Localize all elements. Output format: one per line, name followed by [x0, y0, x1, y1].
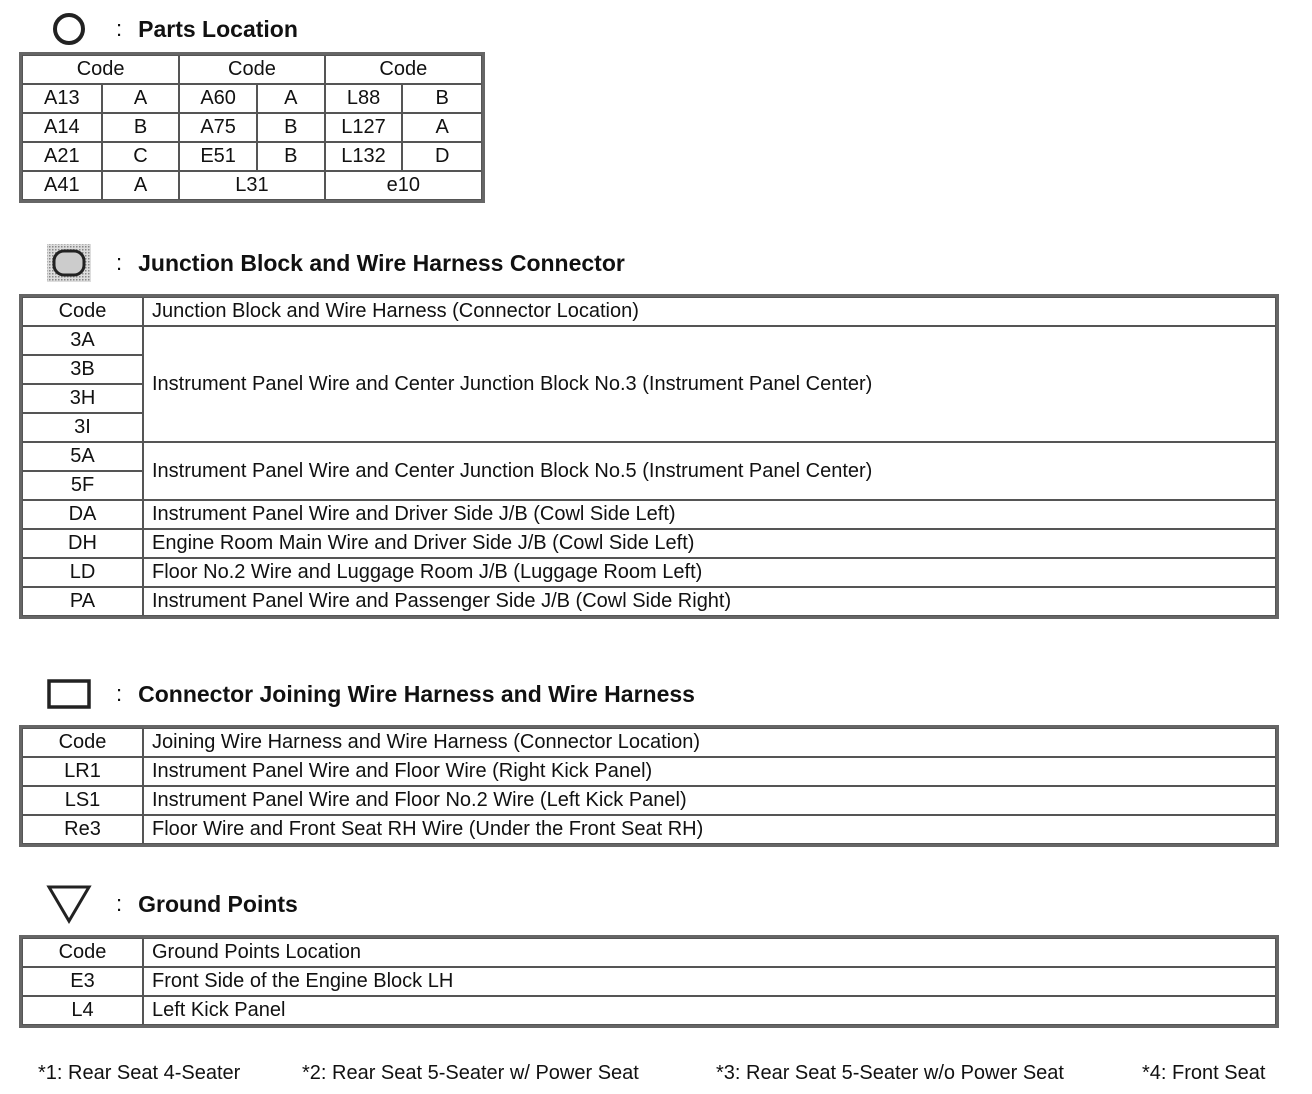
colon: :: [116, 16, 123, 41]
colon: :: [116, 681, 123, 706]
table-header-row: [22, 55, 482, 84]
colon: :: [116, 250, 123, 275]
code-cell: L127: [325, 113, 403, 142]
table-row: [22, 757, 1276, 786]
table-row: [22, 815, 1276, 844]
desc-cell: Instrument Panel Wire and Center Junction Block No.3 (Instrument Panel Center): [143, 326, 1276, 442]
table-row: [22, 142, 482, 171]
table-row: [22, 558, 1276, 587]
code-cell: L132: [325, 142, 403, 171]
code-cell: 5F: [22, 471, 143, 500]
connector-table: [21, 727, 1277, 845]
code-cell: e10: [325, 171, 482, 200]
colon: :: [116, 891, 123, 916]
value-cell: A: [102, 84, 180, 113]
value-cell: A: [402, 113, 482, 142]
table-row: [22, 587, 1276, 616]
code-cell: L4: [22, 996, 143, 1025]
code-cell: 3A: [22, 326, 143, 355]
code-cell: A41: [22, 171, 102, 200]
ground-table: [21, 937, 1277, 1026]
code-cell: LD: [22, 558, 143, 587]
code-cell: Re3: [22, 815, 143, 844]
code-cell: A75: [179, 113, 257, 142]
footnote: *4: Front Seat: [1142, 1062, 1266, 1084]
parts-location-title-row: [46, 9, 298, 49]
table-row: [22, 171, 482, 200]
code-cell: LR1: [22, 757, 143, 786]
code-cell: 3B: [22, 355, 143, 384]
code-cell: A14: [22, 113, 102, 142]
rectangle-icon: [46, 674, 92, 714]
value-cell: B: [402, 84, 482, 113]
desc-cell: Floor Wire and Front Seat RH Wire (Under the Front Seat RH): [143, 815, 1276, 844]
header-desc: Joining Wire Harness and Wire Harness (Connector Location): [143, 728, 1276, 757]
code-cell: L88: [325, 84, 403, 113]
value-cell: A: [257, 84, 325, 113]
value-cell: D: [402, 142, 482, 171]
junction-table: [21, 296, 1277, 617]
code-cell: 3H: [22, 384, 143, 413]
section-title: Junction Block and Wire Harness Connector: [138, 249, 625, 276]
table-header-row: [22, 938, 1276, 967]
header-code: Code: [22, 55, 179, 84]
footnote: *1: Rear Seat 4-Seater: [38, 1062, 241, 1084]
code-cell: 3I: [22, 413, 143, 442]
table-row: [22, 113, 482, 142]
code-cell: E3: [22, 967, 143, 996]
table-row: [22, 442, 1276, 471]
desc-cell: Instrument Panel Wire and Floor Wire (Right Kick Panel): [143, 757, 1276, 786]
footnotes: [0, 1062, 1312, 1092]
ground-title-row: [46, 884, 298, 924]
section-title: Parts Location: [138, 15, 298, 42]
code-cell: A60: [179, 84, 257, 113]
parts-location-table: [21, 54, 483, 201]
table-row: [22, 500, 1276, 529]
connector-title-row: [46, 674, 695, 714]
code-cell: L31: [179, 171, 324, 200]
table-row: [22, 996, 1276, 1025]
header-desc: Ground Points Location: [143, 938, 1276, 967]
desc-cell: Front Side of the Engine Block LH: [143, 967, 1276, 996]
code-cell: DH: [22, 529, 143, 558]
desc-cell: Instrument Panel Wire and Driver Side J/B (Cowl Side Left): [143, 500, 1276, 529]
header-code: Code: [325, 55, 482, 84]
code-cell: PA: [22, 587, 143, 616]
value-cell: B: [257, 113, 325, 142]
code-cell: E51: [179, 142, 257, 171]
table-header-row: [22, 728, 1276, 757]
footnote: *2: Rear Seat 5-Seater w/ Power Seat: [302, 1062, 639, 1084]
code-cell: A13: [22, 84, 102, 113]
value-cell: C: [102, 142, 180, 171]
value-cell: A: [102, 171, 180, 200]
desc-cell: Floor No.2 Wire and Luggage Room J/B (Luggage Room Left): [143, 558, 1276, 587]
table-row: [22, 84, 482, 113]
value-cell: B: [257, 142, 325, 171]
header-code: Code: [179, 55, 324, 84]
junction-title-row: [46, 243, 625, 283]
table-row: [22, 529, 1276, 558]
desc-cell: Left Kick Panel: [143, 996, 1276, 1025]
desc-cell: Instrument Panel Wire and Floor No.2 Wire (Left Kick Panel): [143, 786, 1276, 815]
desc-cell: Instrument Panel Wire and Passenger Side J/B (Cowl Side Right): [143, 587, 1276, 616]
desc-cell: Instrument Panel Wire and Center Junction Block No.5 (Instrument Panel Center): [143, 442, 1276, 500]
table-row: [22, 786, 1276, 815]
value-cell: B: [102, 113, 180, 142]
footnote: *3: Rear Seat 5-Seater w/o Power Seat: [716, 1062, 1064, 1084]
table-row: [22, 326, 1276, 355]
header-code: Code: [22, 297, 143, 326]
code-cell: A21: [22, 142, 102, 171]
triangle-down-icon: [46, 884, 92, 924]
table-header-row: [22, 297, 1276, 326]
section-title: Connector Joining Wire Harness and Wire Harness: [138, 680, 695, 707]
desc-cell: Engine Room Main Wire and Driver Side J/B (Cowl Side Left): [143, 529, 1276, 558]
circle-icon: [46, 9, 92, 49]
header-desc: Junction Block and Wire Harness (Connector Location): [143, 297, 1276, 326]
table-row: [22, 967, 1276, 996]
code-cell: LS1: [22, 786, 143, 815]
code-cell: DA: [22, 500, 143, 529]
rounded-rect-shaded-icon: [46, 243, 92, 283]
header-code: Code: [22, 728, 143, 757]
section-title: Ground Points: [138, 890, 298, 917]
code-cell: 5A: [22, 442, 143, 471]
header-code: Code: [22, 938, 143, 967]
